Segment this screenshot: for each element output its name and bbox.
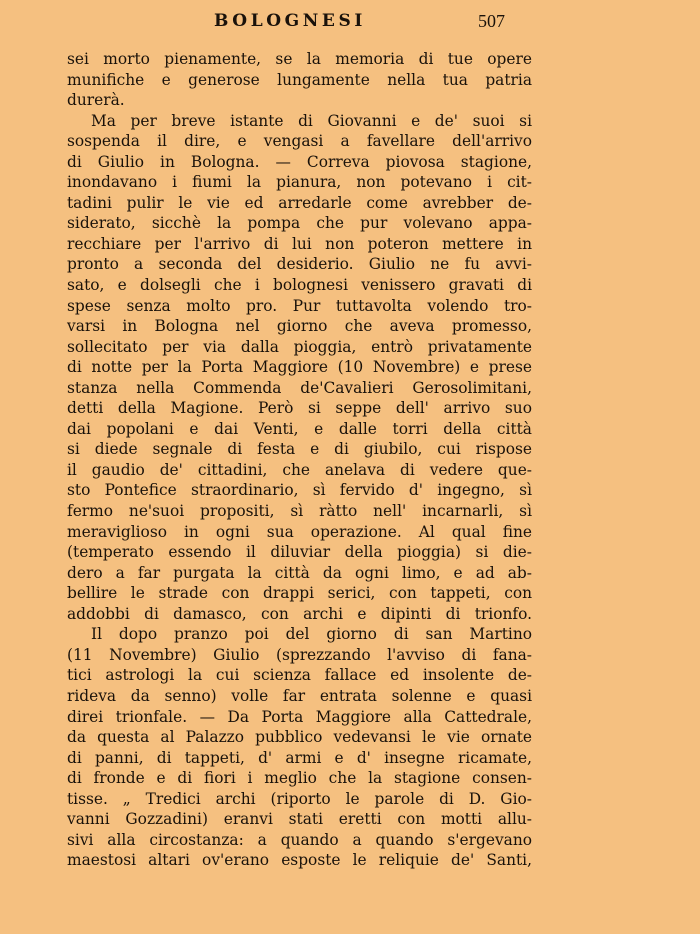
text-line: varsi in Bologna nel giorno che aveva promesso, [67, 317, 532, 336]
text-line: sei morto pienamente, se la memoria di tue opere [67, 50, 532, 68]
text-line: munifiche e generose lungamente nella tua patria [67, 70, 532, 89]
text-line: durerà. [67, 91, 125, 110]
text-line: di panni, di tappeti, d' armi e d' insegne ricamate, [67, 748, 532, 767]
text-line: detti della Magione. Però si seppe dell' arrivo suo [67, 399, 532, 418]
text-line: si diede segnale di festa e di giubilo, cui rispose [67, 440, 532, 459]
text-line: addobbi di damasco, con archi e dipinti di trionfo. [67, 604, 532, 623]
text-line: stanza nella Commenda de'Cavalieri Gerosolimitani, [67, 378, 532, 397]
text-line: da questa al Palazzo pubblico vedevansi le vie ornate [67, 728, 532, 747]
text-line: sivi alla circostanza: a quando a quando s'ergevano [67, 830, 532, 849]
text-line: bellire le strade con drappi serici, con tappeti, con [67, 584, 532, 603]
text-line: spese senza molto pro. Pur tuttavolta volendo tro- [67, 296, 532, 315]
paragraph-first-line: Ma per breve istante di Giovanni e de' suoi si [91, 111, 532, 130]
text-line: sto Pontefice straordinario, sì fervido d' ingegno, sì [67, 481, 532, 500]
text-line: di notte per la Porta Maggiore (10 Novembre) e prese [67, 358, 532, 377]
text-line: rideva da senno) volle far entrata solenne e quasi [67, 686, 532, 705]
body-text [67, 49, 532, 871]
text-line: dai popolani e dai Venti, e dalle torri della città [67, 419, 532, 438]
text-line: tici astrologi la cui scienza fallace ed insolente de- [67, 666, 532, 685]
text-line: sospenda il dire, e vengasi a favellare dell'arrivo [67, 132, 532, 151]
text-line: meraviglioso in ogni sua operazione. Al qual fine [67, 522, 532, 541]
text-line: sato, e dolsegli che i bolognesi venissero gravati di [67, 276, 532, 295]
text-line: dero a far purgata la città da ogni limo, e ad ab- [67, 563, 532, 582]
text-line: maestosi altari ov'erano esposte le reliquie de' Santi, [67, 851, 532, 870]
text-line: tisse. „ Tredici archi (riporto le parole di D. Gio- [67, 789, 532, 808]
text-line: siderato, sicchè la pompa che pur volevano appa- [67, 214, 532, 233]
text-line: tadini pulir le vie ed arredarle come avrebber de- [67, 193, 532, 212]
text-line: recchiare per l'arrivo di lui non poteron mettere in [67, 234, 532, 253]
running-title: BOLOGNESI [214, 11, 366, 31]
text-line: (11 Novembre) Giulio (sprezzando l'avviso di fana- [67, 645, 532, 664]
text-line: pronto a seconda del desiderio. Giulio ne fu avvi- [67, 255, 532, 274]
text-line: di fronde e di fiori i meglio che la stagione consen- [67, 769, 532, 788]
text-line: direi trionfale. — Da Porta Maggiore alla Cattedrale, [67, 707, 532, 726]
text-line: (temperato essendo il diluviar della pioggia) si die- [67, 543, 532, 562]
text-line: il gaudio de' cittadini, che anelava di vedere que- [67, 460, 532, 479]
text-line: vanni Gozzadini) eranvi stati eretti con motti allu- [67, 810, 532, 829]
text-line: inondavano i fiumi la pianura, non potevano i cit- [67, 173, 532, 192]
running-header [0, 11, 700, 37]
page-number: 507 [478, 11, 505, 31]
text-line: di Giulio in Bologna. — Correva piovosa stagione, [67, 152, 532, 171]
text-line: fermo ne'suoi propositi, sì ràtto nell' incarnarli, sì [67, 502, 532, 521]
paragraph-first-line: Il dopo pranzo poi del giorno di san Martino [91, 625, 532, 644]
text-line: sollecitato per via dalla pioggia, entrò privatamente [67, 337, 532, 356]
